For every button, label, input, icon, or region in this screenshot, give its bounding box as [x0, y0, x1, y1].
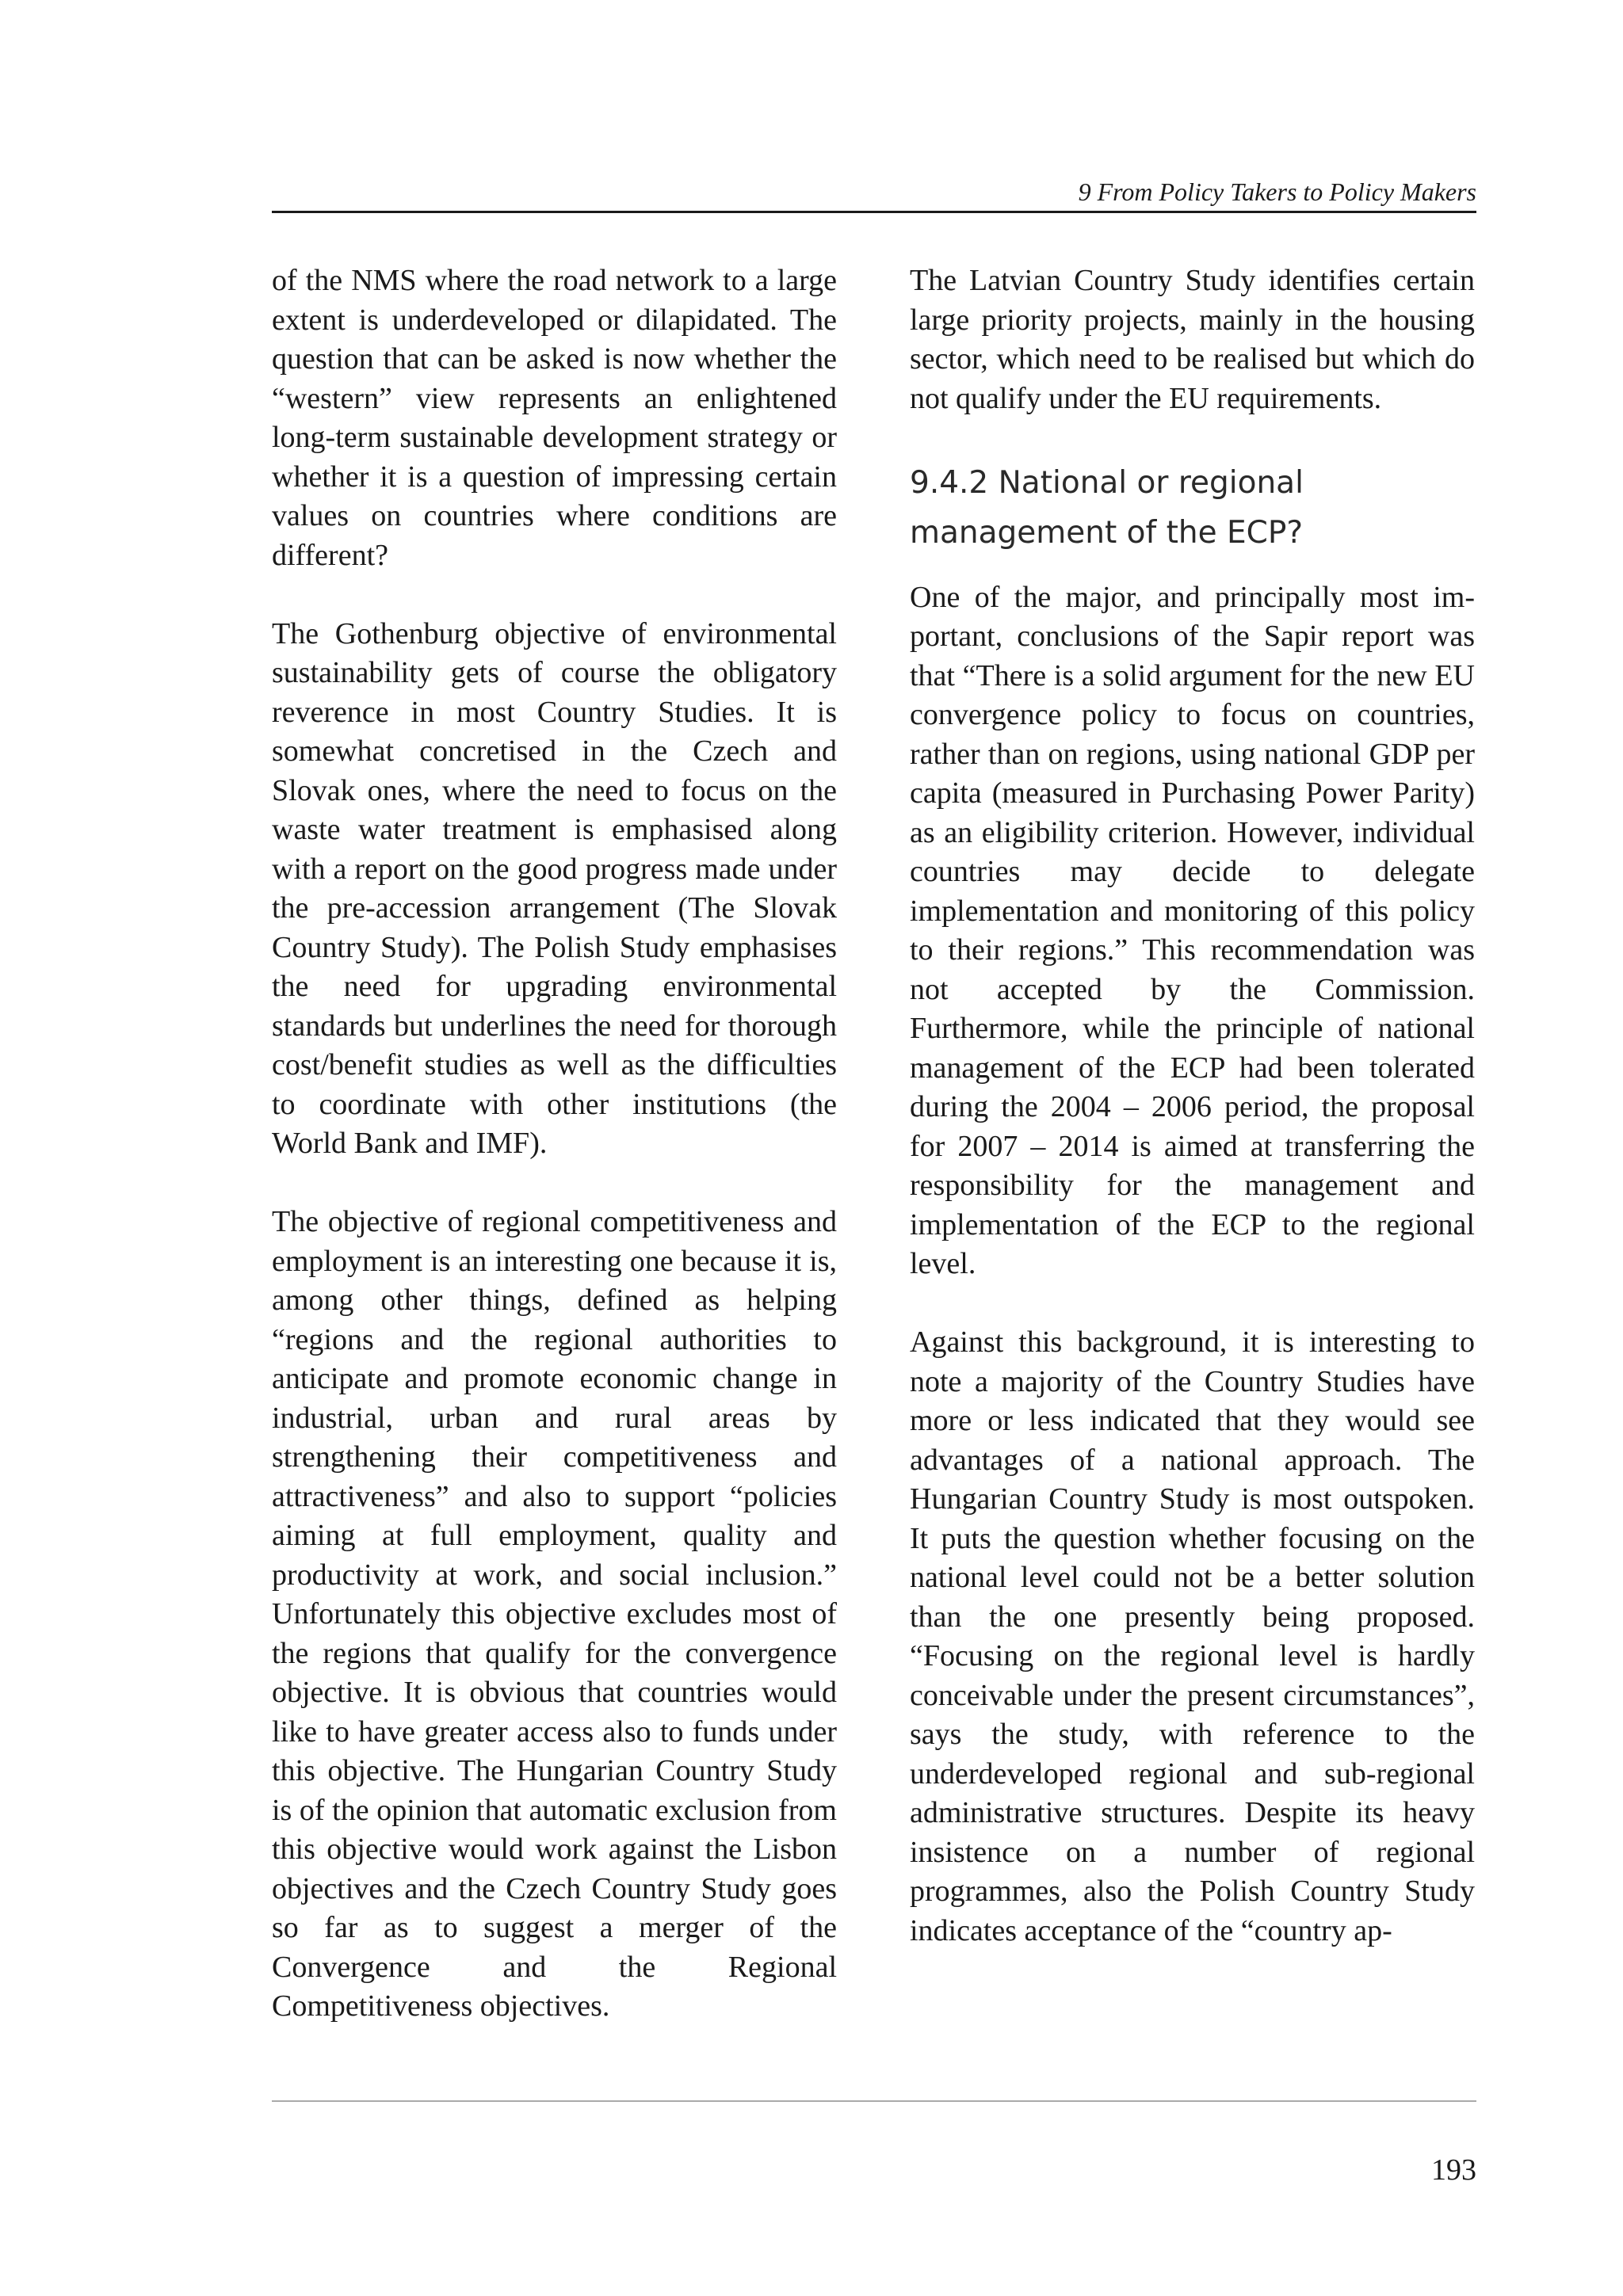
body-paragraph: One of the major, and principally most important, conclusions of the Sapir report was that “There is a solid argument for the new EU convergence policy to focus on countries, rather than on regions, using national GDP per capita (measured in Purchasing Power Parity) as an eligibility criterion. However, individual countries may decide to delegate implementation and monitoring of this policy to their regions.” This recommendation was not accepted by the Commission. Furthermore, while the principle of national management of the ECP had been tolerated during the 2004 – 2006 period, the proposal for 2007 – 2014 is aimed at transferring the responsibility for the management and implementation of the ECP to the regional level. [910, 580, 1475, 1280]
body-paragraph: Against this background, it is interesting to note a majority of the Country Studies have more or less indicated that they would see advantages of a national approach. The Hungarian Country Study is most outspoken. It puts the question whether focusing on the national level could not be a better solution than the one presently being proposed. “Focusing on the regional level is hardly conceivable under the present circumstances”, says the study, with reference to the underdeveloped regional and sub-regional administrative structures. Despite its heavy insistence on a number of regional programmes, also the Polish Country Study indicates acceptance of the “country ap- [910, 1325, 1475, 1947]
body-paragraph: The Latvian Country Study identifies certain large priority projects, mainly in the housing sector, which need to be realised but which do not qualify under the EU requirements. [910, 264, 1475, 415]
footer-rule [272, 2100, 1476, 2102]
running-header: 9 From Policy Takers to Policy Makers [1078, 177, 1476, 206]
header-rule [272, 211, 1476, 213]
left-column [272, 261, 837, 2065]
page-number: 193 [1431, 2153, 1476, 2187]
section-heading: 9.4.2 National or regional management of the ECP? [910, 464, 1304, 551]
body-paragraph: of the NMS where the road network to a large extent is underdeveloped or dilapidated. The question that can be asked is now whether the “western” view represents an enlightened long-term sustainable development strategy or whether it is a question of impressing certain values on countries where conditions are different? [272, 264, 837, 572]
body-paragraph: The objective of regional competitiveness and employment is an interesting one because it is, among other things, defined as helping “regions and the regional authorities to anticipate and promote economic change in industrial, urban and rural areas by strengthening their competitiveness and attractiveness” and also to support “policies aiming at full employment, quality and productivity at work, and social inclusion.” Unfortunately this objective excludes most of the regions that qualify for the convergence objective. It is obvious that countries would like to have greater access also to funds under this objective. The Hungarian Country Study is of the opinion that automatic exclusion from this objective would work against the Lisbon objectives and the Czech Country Study goes so far as to suggest a merger of the Convergence and the Regional Competitiveness objectives. [272, 1205, 837, 2023]
right-column [910, 261, 1475, 1990]
body-paragraph: The Gothenburg objective of environmental sustainability gets of course the obligatory reverence in most Country Studies. It is somewhat concretised in the Czech and Slovak ones, where the need to focus on the waste water treatment is emphasised along with a report on the good progress made under the pre-accession arrangement (The Slovak Country Study). The Polish Study emphasises the need for upgrading environmental standards but underlines the need for thorough cost/benefit studies as well as the difficulties to coordinate with other institutions (the World Bank and IMF). [272, 616, 837, 1160]
